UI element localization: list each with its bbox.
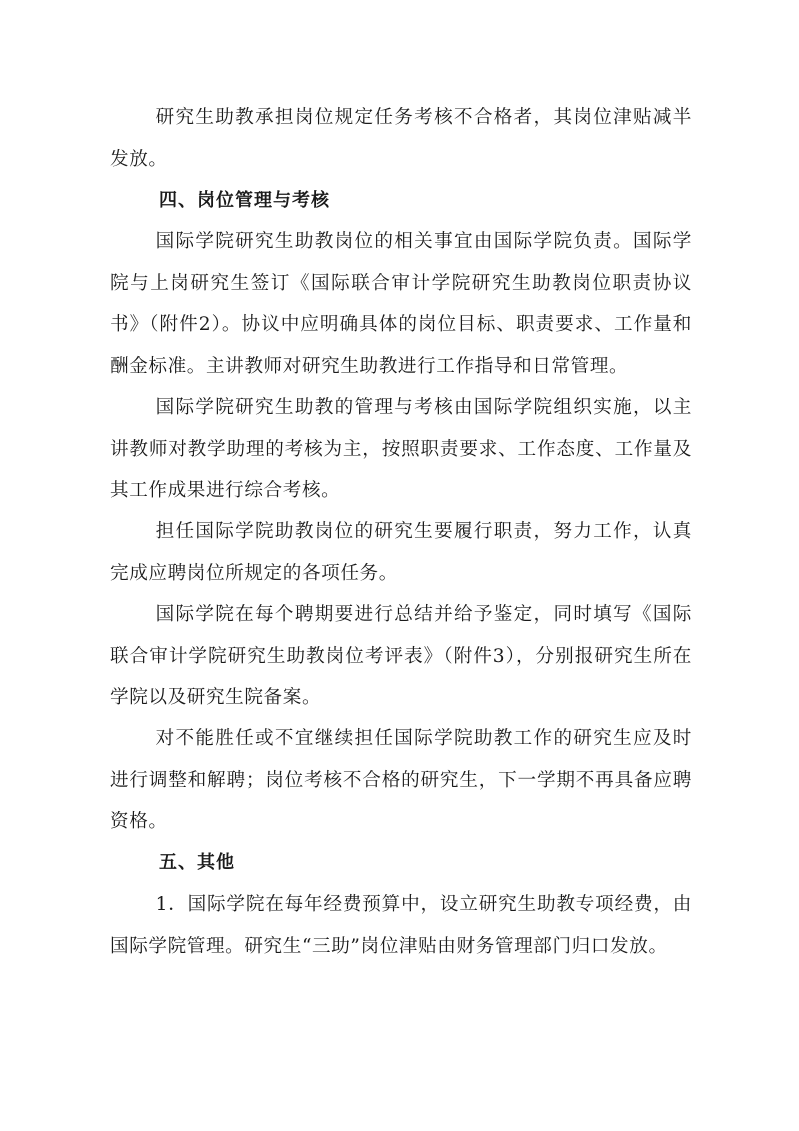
- paragraph-subsidy-halved: 研究生助教承担岗位规定任务考核不合格者，其岗位津贴减半发放。: [110, 107, 692, 170]
- section-heading-other: 五、其他: [159, 852, 235, 873]
- paragraph-assessment-organization: 国际学院研究生助教的管理与考核由国际学院组织实施，以主讲教师对教学助理的考核为主，按照职责要求、工作态度、工作量及其工作成果进行综合考核。: [110, 397, 692, 501]
- paragraph-responsibility-agreement: 国际学院研究生助教岗位的相关事宜由国际学院负责。国际学院与上岗研究生签订《国际联合审计学院研究生助教岗位职责协议书》（附件2）。协议中应明确具体的岗位目标、职责要求、工作量和酬金标准。主讲教师对研究生助教进行工作指导和日常管理。: [110, 231, 692, 377]
- paragraph-funding: 1．国际学院在每年经费预算中，设立研究生助教专项经费，由国际学院管理。研究生“三助”岗位津贴由财务管理部门归口发放。: [110, 894, 692, 957]
- paragraph-dismissal: 对不能胜任或不宜继续担任国际学院助教工作的研究生应及时进行调整和解聘；岗位考核不合格的研究生，下一学期不再具备应聘资格。: [110, 728, 692, 832]
- paragraph-fulfill-duties: 担任国际学院助教岗位的研究生要履行职责，努力工作，认真完成应聘岗位所规定的各项任务。: [110, 521, 692, 584]
- section-heading-management: 四、岗位管理与考核: [159, 190, 330, 211]
- paragraph-term-evaluation: 国际学院在每个聘期要进行总结并给予鉴定，同时填写《国际联合审计学院研究生助教岗位考评表》（附件3），分别报研究生所在学院以及研究生院备案。: [110, 604, 692, 708]
